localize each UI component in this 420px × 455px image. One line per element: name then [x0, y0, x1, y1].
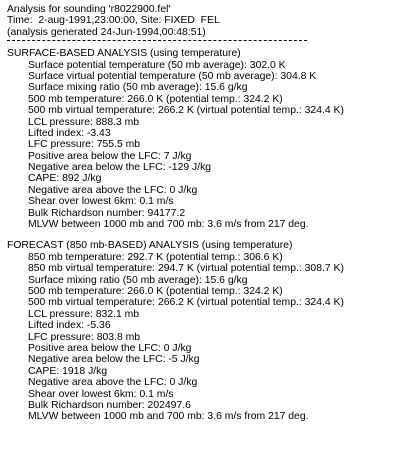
forecast-line: LFC pressure: 803.8 mb: [28, 331, 141, 343]
surface-line: LCL pressure: 888.3 mb: [28, 116, 140, 128]
surface-line: 500 mb temperature: 266.0 K (potential temp.: 324.2 K): [28, 93, 283, 105]
forecast-line: Positive area below the LFC: 0 J/kg: [28, 342, 192, 354]
surface-line: Lifted index: -3.43: [28, 127, 111, 139]
time-line: Time: 2-aug-1991,23:00:00, Site: FIXED FEL: [7, 15, 220, 27]
forecast-line: MLVW between 1000 mb and 700 mb: 3.6 m/s from 217 deg.: [28, 411, 309, 423]
surface-line: LFC pressure: 755.5 mb: [28, 139, 141, 151]
forecast-line: 850 mb virtual temperature: 294.7 K (virtual potential temp.: 308.7 K): [28, 263, 344, 275]
forecast-line: Lifted index: -5.36: [28, 320, 111, 332]
surface-section-list: [7, 60, 420, 231]
surface-line: Shear over lowest 6km: 0.1 m/s: [28, 196, 174, 208]
surface-line: MLVW between 1000 mb and 700 mb: 3.6 m/s from 217 deg.: [28, 219, 309, 231]
divider: [7, 38, 307, 43]
surface-line: Positive area below the LFC: 7 J/kg: [28, 150, 192, 162]
forecast-section-list: [7, 252, 420, 423]
surface-line: Negative area below the LFC: -129 J/kg: [28, 162, 212, 174]
surface-section-heading: SURFACE-BASED ANALYSIS (using temperature): [7, 48, 241, 60]
surface-line: Surface potential temperature (50 mb average): 302.0 K: [28, 59, 286, 71]
surface-line: Surface mixing ratio (50 mb average): 15.6 g/kg: [28, 82, 248, 94]
forecast-section-heading: FORECAST (850 mb-BASED) ANALYSIS (using temperature): [7, 240, 293, 252]
forecast-line: Shear over lowest 6km: 0.1 m/s: [28, 388, 174, 400]
surface-line: Surface virtual potential temperature (50 mb average): 304.8 K: [28, 70, 317, 82]
forecast-line: 500 mb virtual temperature: 266.2 K (virtual potential temp.: 324.4 K): [28, 297, 344, 309]
surface-line: Bulk Richardson number: 94177.2: [28, 207, 186, 219]
generated-line: (analysis generated 24-Jun-1994,00:48:51): [7, 26, 206, 38]
forecast-line: Negative area below the LFC: -5 J/kg: [28, 354, 200, 366]
surface-line: CAPE: 892 J/kg: [28, 173, 102, 185]
surface-line: Negative area above the LFC: 0 J/kg: [28, 184, 198, 196]
forecast-line: Bulk Richardson number: 202497.6: [28, 399, 191, 411]
forecast-line: Negative area above the LFC: 0 J/kg: [28, 377, 198, 389]
forecast-line: CAPE: 1918 J/kg: [28, 365, 108, 377]
surface-line: 500 mb virtual temperature: 266.2 K (virtual potential temp.: 324.4 K): [28, 105, 344, 117]
forecast-line: 850 mb temperature: 292.7 K (potential temp.: 306.6 K): [28, 251, 283, 263]
document-title: Analysis for sounding 'r8022900.fel': [7, 4, 171, 15]
forecast-line: LCL pressure: 832.1 mb: [28, 308, 140, 320]
forecast-line: 500 mb temperature: 266.0 K (potential temp.: 324.2 K): [28, 285, 283, 297]
forecast-line: Surface mixing ratio (50 mb average): 15.6 g/kg: [28, 274, 248, 286]
